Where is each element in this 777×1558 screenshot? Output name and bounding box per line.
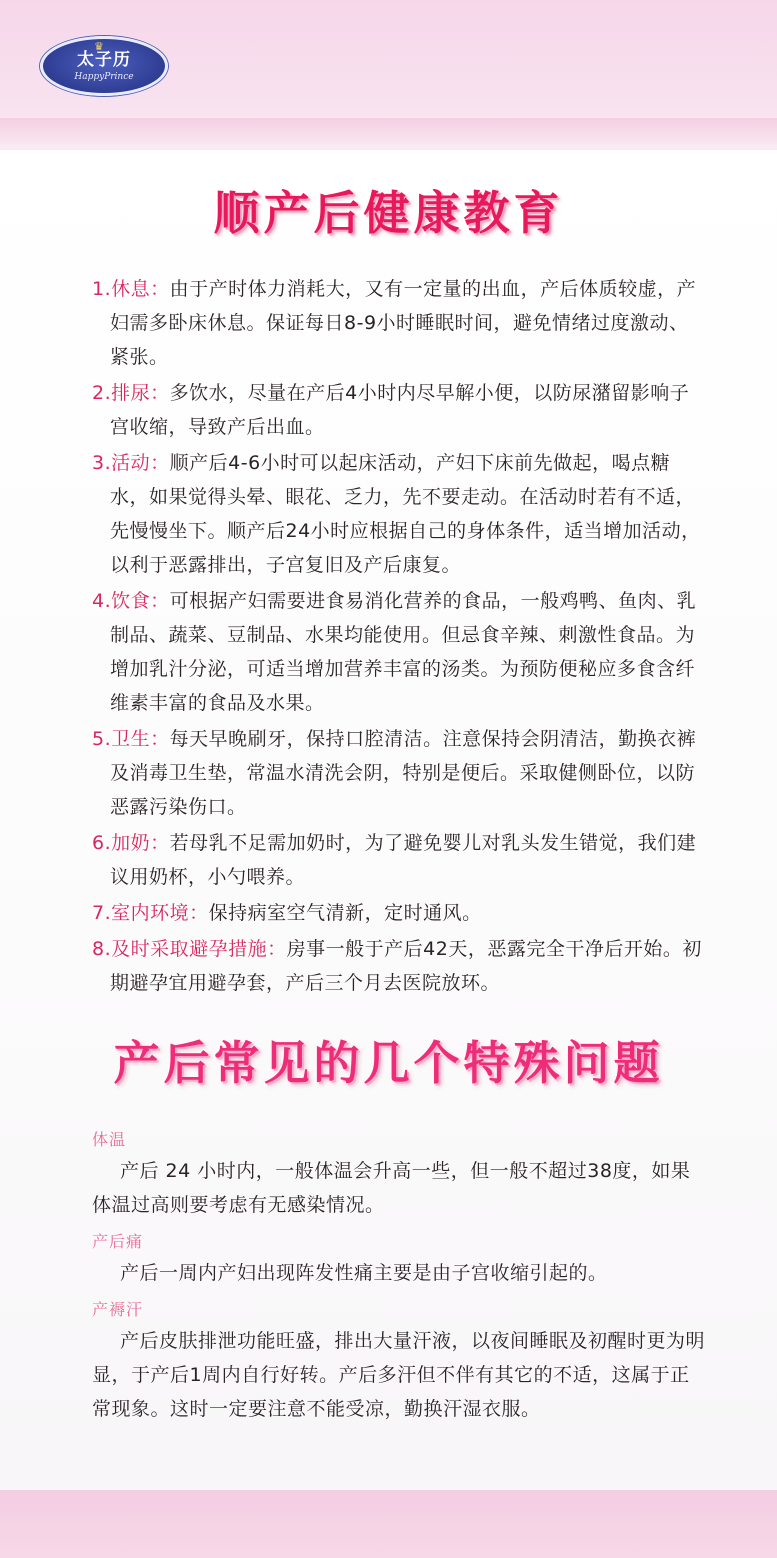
problem-title: 产褥汗 bbox=[92, 1300, 144, 1319]
brand-name: 太子历 bbox=[77, 50, 131, 70]
item-label: 4.饮食： bbox=[92, 590, 170, 612]
item-label: 8.及时采取避孕措施： bbox=[92, 938, 287, 960]
item-label: 6.加奶： bbox=[92, 832, 170, 854]
section-title: 产后常见的几个特殊问题 bbox=[113, 1036, 664, 1090]
item-label: 1.休息： bbox=[92, 278, 170, 300]
list-item bbox=[92, 896, 702, 930]
item-label: 5.卫生： bbox=[92, 728, 170, 750]
list-item bbox=[92, 376, 702, 444]
item-text: 每天早晚刷牙，保持口腔清洁。注意保持会阴清洁，勤换衣裤及消毒卫生垫，常温水清洗会阴，特别是便后。采取健侧卧位，以防恶露污染伤口。 bbox=[110, 728, 697, 818]
list-item bbox=[92, 446, 702, 582]
crown-icon: ♛ bbox=[94, 40, 104, 53]
header-stripe bbox=[0, 118, 777, 144]
item-text: 房事一般于产后42天，恶露完全干净后开始。初期避孕宜用避孕套，产后三个月去医院放环。 bbox=[110, 938, 702, 994]
problem-text: 产后皮肤排泄功能旺盛，排出大量汗液，以夜间睡眠及初醒时更为明显，于产后1周内自行好转。产后多汗但不伴有其它的不适，这属于正常现象。这时一定要注意不能受凉，勤换汗湿衣服。 bbox=[92, 1330, 706, 1420]
main-title: 顺产后健康教育 bbox=[213, 186, 564, 240]
special-problems-section bbox=[92, 1126, 707, 1432]
item-text: 由于产时体力消耗大，又有一定量的出血，产后体质较虚，产妇需多卧床休息。保证每日8-9小时睡眠时间，避免情绪过度激动、紧张。 bbox=[110, 278, 697, 368]
list-item bbox=[92, 584, 702, 720]
problem-title: 体温 bbox=[92, 1130, 127, 1149]
problem-text: 产后一周内产妇出现阵发性痛主要是由子宫收缩引起的。 bbox=[120, 1262, 608, 1284]
item-label: 7.室内环境： bbox=[92, 902, 209, 924]
footer-band bbox=[0, 1490, 777, 1558]
list-item bbox=[92, 932, 702, 1000]
item-text: 可根据产妇需要进食易消化营养的食品，一般鸡鸭、鱼肉、乳制品、蔬菜、豆制品、水果均能使用。但忌食辛辣、刺激性食品。为增加乳汁分泌，可适当增加营养丰富的汤类。为预防便秘应多食含纤维素丰富的食品及水果。 bbox=[110, 590, 697, 714]
brand-logo bbox=[40, 36, 168, 96]
brand-tagline: HappyPrince bbox=[74, 72, 134, 82]
item-label: 2.排尿： bbox=[92, 382, 170, 404]
list-item bbox=[92, 826, 702, 894]
item-text: 保持病室空气清新，定时通风。 bbox=[208, 902, 482, 924]
list-item bbox=[92, 272, 702, 374]
problem-title: 产后痛 bbox=[92, 1232, 144, 1251]
item-text: 若母乳不足需加奶时，为了避免婴儿对乳头发生错觉，我们建议用奶杯，小勺喂养。 bbox=[110, 832, 697, 888]
item-text: 顺产后4-6小时可以起床活动，产妇下床前先做起，喝点糖水，如果觉得头晕、眼花、乏力，先不要走动。在活动时若有不适，先慢慢坐下。顺产后24小时应根据自己的身体条件，适当增加活动，以利于恶露排出，子宫复旧及产后康复。 bbox=[110, 452, 701, 576]
list-item bbox=[92, 722, 702, 824]
health-education-list bbox=[92, 272, 702, 1002]
problem-text: 产后 24 小时内，一般体温会升高一些，但一般不超过38度，如果体温过高则要考虑有无感染情况。 bbox=[92, 1160, 691, 1216]
item-text: 多饮水，尽量在产后4小时内尽早解小便，以防尿潴留影响子宫收缩，导致产后出血。 bbox=[110, 382, 690, 438]
item-label: 3.活动： bbox=[92, 452, 170, 474]
